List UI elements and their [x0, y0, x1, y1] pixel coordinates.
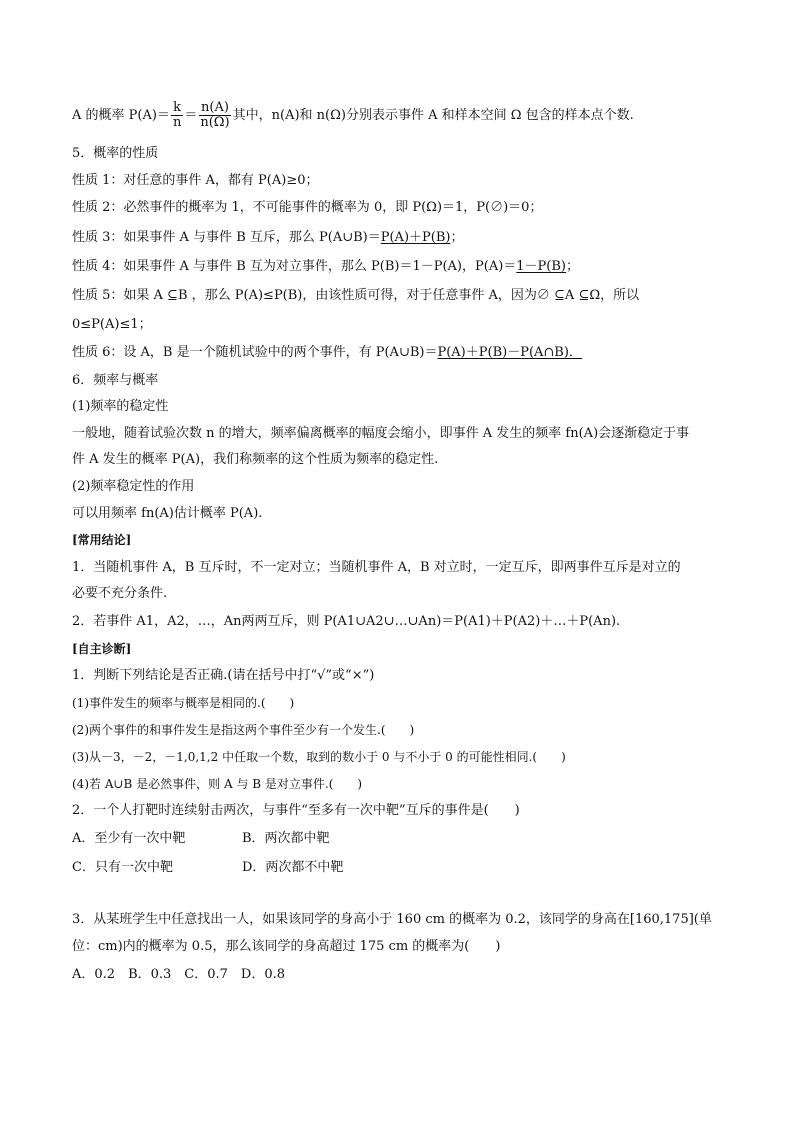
option-c: C．只有一次中靶 [72, 860, 173, 875]
fraction-denominator: n(Ω) [200, 115, 230, 130]
fraction-denominator: n [172, 115, 182, 130]
question-2-options-row-1 [72, 830, 330, 848]
property-1: 性质 1：对任意的事件 A，都有 P(A)≥0； [72, 173, 319, 188]
fraction-numerator: k [173, 100, 182, 115]
question-1-item-2: (2)两个事件的和事件发生是指这两个事件至少有一个发生.( ) [72, 723, 415, 737]
common-conclusions-heading: [常用结论] [72, 533, 132, 547]
punctuation: ； [566, 259, 580, 274]
property-6-answer: P(A)＋P(B)－P(A∩B)． [437, 345, 582, 360]
formula-suffix: 其中，n(A)和 n(Ω)分别表示事件 A 和样本空间 Ω 包含的样本点个数. [232, 108, 634, 123]
self-diagnosis-heading: [自主诊断] [72, 642, 132, 656]
property-6 [72, 344, 582, 362]
property-3-text: 性质 3：如果事件 A 与事件 B 互斥，那么 P(A∪B)＝ [72, 230, 381, 245]
frequency-stability-line-2: 件 A 发生的概率 P(A)，我们称频率的这个性质为频率的稳定性. [72, 452, 439, 467]
punctuation: ； [450, 230, 464, 245]
property-5-line-2: 0≤P(A)≤1； [72, 317, 152, 332]
property-3-answer: P(A)＋P(B) [380, 230, 451, 245]
question-1-item-3: (3)从－3，－2，－1,0,1,2 中任取一个数，取到的数小于 0 与不小于 0 的可能性相同.( ) [72, 750, 566, 764]
section-6-sub-1: (1)频率的稳定性 [72, 399, 169, 414]
property-4-answer: 1－P(B) [516, 259, 566, 274]
option-b: B．两次都中靶 [242, 831, 330, 846]
question-3-line-2: 位：cm)内的概率为 0.5，那么该同学的身高超过 175 cm 的概率为( ) [72, 939, 501, 954]
property-5-line-1: 性质 5：如果 A ⊆B ，那么 P(A)≤P(B)，由该性质可得，对于任意事件 A，因为∅ ⊆A ⊆Ω，所以 [72, 288, 640, 303]
section-5-title: 5．概率的性质 [72, 146, 159, 161]
option-a: A．至少有一次中靶 [72, 831, 186, 846]
conclusion-1-line-2: 必要不充分条件. [72, 586, 168, 601]
property-6-text: 性质 6：设 A，B 是一个随机试验中的两个事件，有 P(A∪B)＝ [72, 345, 438, 360]
question-1: 1．判断下列结论是否正确.(请在括号中打“√”或“×”) [72, 668, 375, 683]
property-4-text: 性质 4：如果事件 A 与事件 B 互为对立事件，那么 P(B)＝1－P(A)，P(A)＝ [72, 259, 517, 274]
question-3-line-1: 3．从某班学生中任意找出一人，如果该同学的身高小于 160 cm 的概率为 0.2，该同学的身高在[160,175](单 [72, 912, 712, 927]
option-d: D．两次都不中靶 [242, 860, 344, 875]
property-2: 性质 2：必然事件的概率为 1，不可能事件的概率为 0，即 P(Ω)＝1，P(∅)＝0； [72, 200, 543, 215]
fraction-numerator: n(A) [201, 100, 229, 115]
fraction-k-over-n [171, 101, 183, 130]
conclusion-1-line-1: 1．当随机事件 A，B 互斥时，不一定对立；当随机事件 A，B 对立时，一定互斥，即两事件互斥是对立的 [72, 560, 681, 575]
probability-formula-line [72, 100, 634, 132]
question-2: 2．一个人打靶时连续射击两次，与事件“至多有一次中靶”互斥的事件是( ) [72, 803, 520, 818]
conclusion-2: 2．若事件 A1，A2，…，An两两互斥，则 P(A1∪A2∪…∪An)＝P(A1)＋P(A2)＋…＋P(An). [72, 614, 621, 629]
frequency-usage: 可以用频率 fn(A)估计概率 P(A). [72, 506, 263, 521]
property-3 [72, 229, 463, 247]
fraction-nA-over-nOmega [198, 101, 231, 130]
section-6-title: 6．频率与概率 [72, 373, 159, 388]
equals-sign: ＝ [184, 108, 198, 123]
question-1-item-1: (1)事件发生的频率与概率是相同的.( ) [72, 696, 295, 710]
property-4 [72, 258, 579, 276]
question-2-options-row-2 [72, 859, 343, 877]
question-3-options: A．0.2 B．0.3 C．0.7 D．0.8 [72, 967, 286, 982]
formula-prefix: A 的概率 P(A)＝ [72, 108, 170, 123]
question-1-item-4: (4)若 A∪B 是必然事件，则 A 与 B 是对立事件.( ) [72, 777, 363, 791]
section-6-sub-2: (2)频率稳定性的作用 [72, 479, 195, 494]
frequency-stability-line-1: 一般地，随着试验次数 n 的增大，频率偏离概率的幅度会缩小，即事件 A 发生的频率 fn(A)会逐渐稳定于事 [72, 426, 690, 441]
